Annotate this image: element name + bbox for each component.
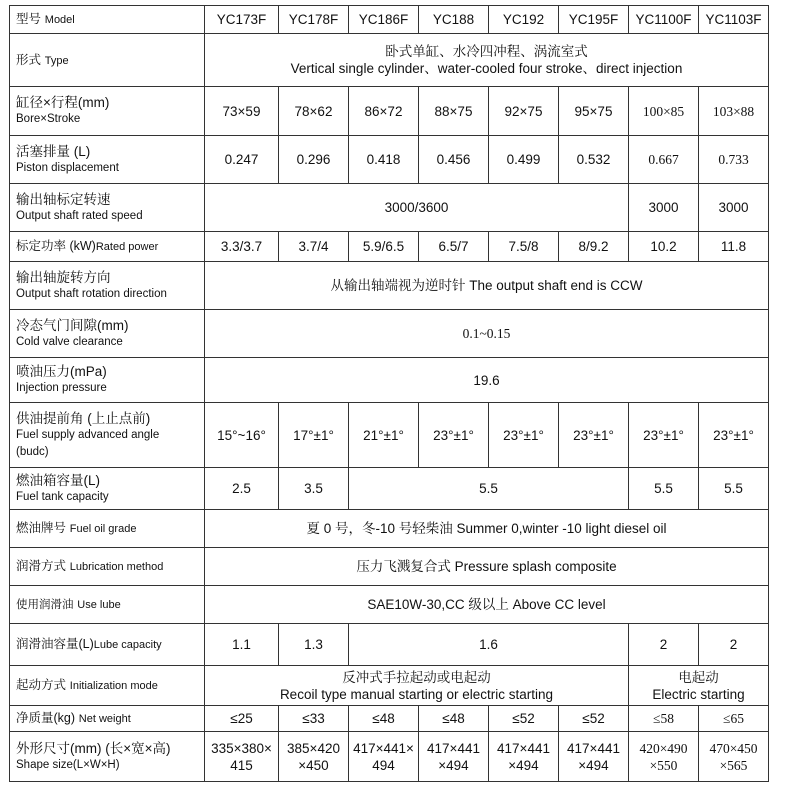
injection-value: 19.6 <box>205 358 769 403</box>
injection-header <box>10 358 205 403</box>
shape-label-en: Shape size(L×W×H) <box>16 758 120 771</box>
shape-line: 417×441 <box>567 740 620 756</box>
bore-label-zh: 缸径×行程(mm) <box>16 95 110 110</box>
tank-cell: 3.5 <box>279 468 349 510</box>
weight-cell: ≤58 <box>629 706 699 732</box>
start-manual-en: Recoil type manual starting or electric starting <box>279 686 554 702</box>
start-label-en: Initialization mode <box>69 680 158 692</box>
power-cell: 7.5/8 <box>489 232 559 262</box>
shape-line: ×450 <box>298 757 329 773</box>
fuel-grade-label-en: Fuel oil grade <box>69 523 137 535</box>
model-row <box>10 6 769 34</box>
start-electric-zh: 电起动 <box>678 669 719 685</box>
fuel-angle-cell: 15°~16° <box>205 403 279 468</box>
fuel-grade-label-zh: 燃油牌号 <box>16 521 67 535</box>
type-value-zh: 卧式单缸、水冷四冲程、涡流室式 <box>385 44 588 59</box>
shape-cell <box>699 732 769 782</box>
power-cell: 8/9.2 <box>559 232 629 262</box>
weight-row <box>10 706 769 732</box>
bore-cell: 86×72 <box>349 87 419 136</box>
lubrication-label-zh: 润滑方式 <box>16 559 67 573</box>
model-cell: YC1103F <box>699 6 769 34</box>
power-cell: 11.8 <box>699 232 769 262</box>
tank-cell: 5.5 <box>349 468 629 510</box>
tank-cell: 5.5 <box>629 468 699 510</box>
shape-cell <box>205 732 279 782</box>
shape-row <box>10 732 769 782</box>
lube-capacity-label-en: Lube capacity <box>93 639 162 651</box>
shape-line: ×494 <box>438 757 469 773</box>
valve-label-en: Cold valve clearance <box>16 335 123 348</box>
model-header <box>10 6 205 34</box>
speed-cell: 3000 <box>629 184 699 232</box>
displacement-cell: 0.499 <box>489 136 559 184</box>
power-label-en: Rated power <box>95 241 159 253</box>
bore-cell: 95×75 <box>559 87 629 136</box>
lube-capacity-cell: 2 <box>699 624 769 666</box>
start-manual-zh: 反冲式手拉起动或电起动 <box>342 669 491 685</box>
power-row <box>10 232 769 262</box>
model-cell: YC195F <box>559 6 629 34</box>
tank-cell: 5.5 <box>699 468 769 510</box>
start-header <box>10 666 205 706</box>
displacement-cell: 0.733 <box>699 136 769 184</box>
shape-line: 417×441 <box>427 740 480 756</box>
shape-header <box>10 732 205 782</box>
model-cell: YC188 <box>419 6 489 34</box>
lube-capacity-header <box>10 624 205 666</box>
model-cell: YC173F <box>205 6 279 34</box>
displacement-cell: 0.532 <box>559 136 629 184</box>
lube-capacity-cell: 1.1 <box>205 624 279 666</box>
fuel-angle-label-en-2: (budc) <box>16 445 49 458</box>
weight-cell: ≤65 <box>699 706 769 732</box>
lube-label-zh: 使用润滑油 <box>16 599 74 611</box>
speed-row <box>10 184 769 232</box>
bore-cell: 78×62 <box>279 87 349 136</box>
lubrication-label-en: Lubrication method <box>69 561 164 573</box>
lubrication-row <box>10 548 769 586</box>
displacement-label-zh: 活塞排量 (L) <box>16 143 91 159</box>
weight-header <box>10 706 205 732</box>
injection-label-en: Injection pressure <box>16 382 107 394</box>
shape-cell <box>349 732 419 782</box>
injection-row <box>10 358 769 403</box>
model-cell: YC186F <box>349 6 419 34</box>
start-manual <box>205 666 629 706</box>
shape-line: 470×450 <box>709 740 758 756</box>
fuel-angle-cell: 23°±1° <box>699 403 769 468</box>
bore-row <box>10 87 769 136</box>
shape-line: 417×441 <box>497 740 550 756</box>
shape-cell <box>419 732 489 782</box>
power-header <box>10 232 205 262</box>
lube-capacity-cell: 1.3 <box>279 624 349 666</box>
displacement-cell: 0.456 <box>419 136 489 184</box>
displacement-cell: 0.247 <box>205 136 279 184</box>
shape-cell <box>279 732 349 782</box>
shape-line: 415 <box>230 757 253 773</box>
tank-label-zh: 燃油箱容量(L) <box>16 472 100 488</box>
rotation-label-zh: 输出轴旋转方向 <box>16 269 111 285</box>
bore-cell: 100×85 <box>629 87 699 136</box>
weight-cell: ≤25 <box>205 706 279 732</box>
tank-label-en: Fuel tank capacity <box>16 490 109 503</box>
fuel-grade-row <box>10 510 769 548</box>
start-electric <box>629 666 769 706</box>
fuel-angle-row <box>10 403 769 468</box>
rotation-header <box>10 262 205 310</box>
speed-label-zh: 输出轴标定转速 <box>16 191 111 207</box>
fuel-angle-cell: 17°±1° <box>279 403 349 468</box>
power-cell: 10.2 <box>629 232 699 262</box>
lube-row <box>10 586 769 624</box>
rotation-value: 从输出轴端视为逆时针 The output shaft end is CCW <box>205 262 769 310</box>
shape-line: ×565 <box>719 757 748 773</box>
weight-label-zh: 净质量(kg) <box>16 711 76 725</box>
fuel-angle-label-zh: 供油提前角 (上止点前) <box>16 410 151 426</box>
tank-row <box>10 468 769 510</box>
power-cell: 3.3/3.7 <box>205 232 279 262</box>
spec-table <box>9 5 769 782</box>
power-cell: 5.9/6.5 <box>349 232 419 262</box>
weight-label-en: Net weight <box>78 713 131 725</box>
type-header <box>10 34 205 87</box>
lube-capacity-cell: 1.6 <box>349 624 629 666</box>
speed-header <box>10 184 205 232</box>
model-label-zh: 型号 <box>16 12 42 26</box>
lube-label-en: Use lube <box>77 599 121 611</box>
weight-cell: ≤48 <box>419 706 489 732</box>
shape-line: ×494 <box>508 757 539 773</box>
shape-cell <box>559 732 629 782</box>
shape-line: 335×380× <box>211 740 272 756</box>
bore-label-en: Bore×Stroke <box>16 113 81 125</box>
power-label-zh: 标定功率 (kW) <box>16 239 96 253</box>
speed-cell: 3000/3600 <box>205 184 629 232</box>
fuel-grade-value: 夏 0 号，冬-10 号轻柴油 Summer 0,winter -10 light diesel oil <box>205 510 769 548</box>
weight-cell: ≤52 <box>489 706 559 732</box>
lube-capacity-cell: 2 <box>629 624 699 666</box>
start-electric-en: Electric starting <box>652 686 745 702</box>
type-value <box>205 34 769 87</box>
shape-label-zh: 外形尺寸(mm) (长×宽×高) <box>16 740 171 756</box>
power-cell: 6.5/7 <box>419 232 489 262</box>
lube-header <box>10 586 205 624</box>
displacement-cell: 0.667 <box>629 136 699 184</box>
model-cell: YC192 <box>489 6 559 34</box>
weight-cell: ≤48 <box>349 706 419 732</box>
type-value-en: Vertical single cylinder、water-cooled four stroke、direct injection <box>290 61 683 76</box>
bore-cell: 88×75 <box>419 87 489 136</box>
displacement-row <box>10 136 769 184</box>
shape-cell <box>629 732 699 782</box>
fuel-grade-header <box>10 510 205 548</box>
power-cell: 3.7/4 <box>279 232 349 262</box>
fuel-angle-cell: 23°±1° <box>419 403 489 468</box>
lube-capacity-label-zh: 润滑油容量(L) <box>16 637 94 651</box>
bore-cell: 103×88 <box>699 87 769 136</box>
type-row <box>10 34 769 87</box>
bore-cell: 92×75 <box>489 87 559 136</box>
speed-cell: 3000 <box>699 184 769 232</box>
fuel-angle-cell: 21°±1° <box>349 403 419 468</box>
bore-cell: 73×59 <box>205 87 279 136</box>
shape-line: 420×490 <box>639 740 688 756</box>
model-cell: YC178F <box>279 6 349 34</box>
start-row <box>10 666 769 706</box>
lubrication-header <box>10 548 205 586</box>
type-label-en: Type <box>44 54 69 67</box>
valve-row <box>10 310 769 358</box>
lubrication-value: 压力飞溅复合式 Pressure splash composite <box>205 548 769 586</box>
rotation-row <box>10 262 769 310</box>
shape-line: ×550 <box>649 757 678 773</box>
fuel-angle-header <box>10 403 205 468</box>
shape-line: ×494 <box>578 757 609 773</box>
shape-line: 417×441× <box>353 740 414 756</box>
valve-header <box>10 310 205 358</box>
shape-cell <box>489 732 559 782</box>
fuel-angle-cell: 23°±1° <box>489 403 559 468</box>
fuel-angle-cell: 23°±1° <box>629 403 699 468</box>
lube-capacity-row <box>10 624 769 666</box>
fuel-angle-cell: 23°±1° <box>559 403 629 468</box>
valve-label-zh: 冷态气门间隙(mm) <box>16 317 129 333</box>
type-label-zh: 形式 <box>16 52 42 67</box>
rotation-label-en: Output shaft rotation direction <box>16 287 167 300</box>
shape-line: 385×420 <box>287 740 340 756</box>
tank-cell: 2.5 <box>205 468 279 510</box>
displacement-label-en: Piston displacement <box>16 161 119 174</box>
bore-header <box>10 87 205 136</box>
displacement-cell: 0.418 <box>349 136 419 184</box>
tank-header <box>10 468 205 510</box>
lube-value: SAE10W-30,CC 级以上 Above CC level <box>205 586 769 624</box>
model-cell: YC1100F <box>629 6 699 34</box>
speed-label-en: Output shaft rated speed <box>16 209 143 222</box>
displacement-cell: 0.296 <box>279 136 349 184</box>
weight-cell: ≤33 <box>279 706 349 732</box>
weight-cell: ≤52 <box>559 706 629 732</box>
model-label-en: Model <box>44 14 75 26</box>
fuel-angle-label-en: Fuel supply advanced angle <box>16 428 160 441</box>
displacement-header <box>10 136 205 184</box>
injection-label-zh: 喷油压力(mPa) <box>16 364 107 379</box>
start-label-zh: 起动方式 <box>16 678 67 692</box>
shape-line: 494 <box>372 757 395 773</box>
valve-value: 0.1~0.15 <box>205 310 769 358</box>
